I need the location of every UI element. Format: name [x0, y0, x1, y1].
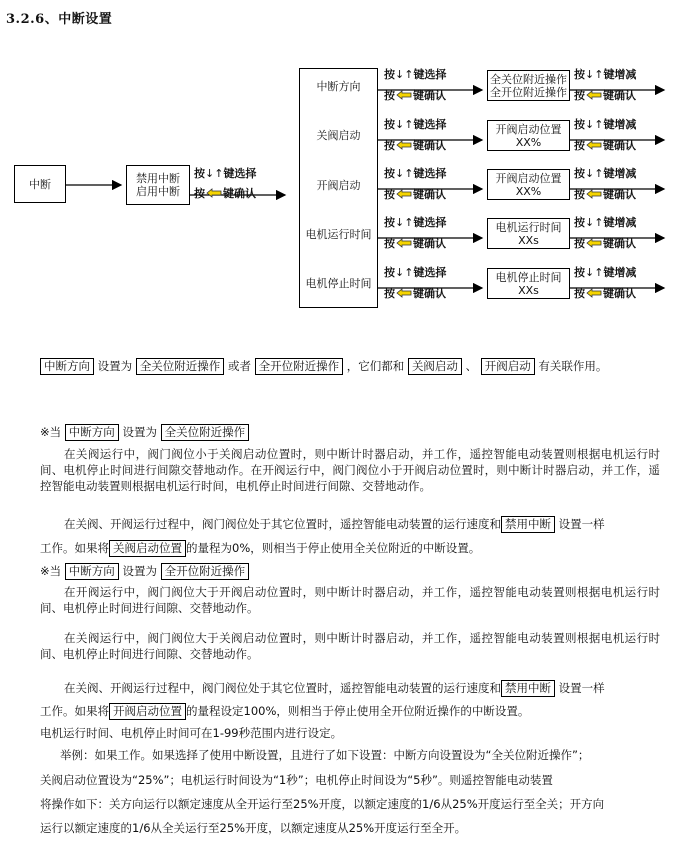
enable-confirm-hint: 按 键确认	[194, 187, 256, 200]
value-box[interactable]	[487, 169, 570, 200]
value-box[interactable]	[487, 70, 570, 101]
option-interrupt-direction[interactable]: 中断方向	[316, 80, 361, 93]
section1-heading: ※当 中断方向 设置为 全关位附近操作	[40, 424, 249, 441]
yellow-left-arrow-icon	[396, 238, 412, 248]
example-line3: 将操作如下：关方向运行以额定速度从全开运行至25%开度，以额定速度的1/6从25%开度运行至全关；开方向	[40, 797, 605, 811]
updown-arrow-icon: ↓↑	[585, 216, 604, 229]
value-confirm-hint: 按 键确认	[574, 188, 636, 201]
updown-arrow-icon: ↓↑	[395, 118, 414, 131]
enable-select-hint: 按↓↑键选择	[194, 167, 257, 180]
updown-arrow-icon: ↓↑	[205, 167, 224, 180]
value-box[interactable]	[487, 120, 570, 151]
option-confirm-hint: 按 键确认	[384, 139, 446, 152]
boxed-near-full-open: 全开位附近操作	[255, 358, 344, 375]
boxed-interrupt-direction: 中断方向	[40, 358, 94, 375]
time-range-note: 电机运行时间、电机停止时间可在1-99秒范围内进行设定。	[40, 726, 343, 740]
yellow-left-arrow-icon	[396, 140, 412, 150]
value-line-1: 全关位附近操作	[490, 72, 567, 86]
section2-para1: 在开阀运行中，阀门阀位大于开阀启动位置时，则中断计时器启动，并工作，遥控智能电动装置则根据电机运行时间、电机停止时间进行间隙、交替地动作。	[40, 585, 660, 615]
section2-para3-line2: 工作。如果将 开阀启动位置 的量程设定100%，则相当于停止使用全开位附近操作的中断设置。	[40, 704, 530, 718]
value-line-2: 全开位附近操作	[490, 85, 567, 99]
boxed-open-start: 开阀启动	[481, 358, 535, 375]
boxed-near-full-close: 全关位附近操作	[136, 358, 225, 375]
section-heading: 3.2.6、中断设置	[6, 12, 113, 27]
option-select-hint: 按↓↑键选择	[384, 68, 447, 81]
option-select-hint: 按↓↑键选择	[384, 216, 447, 229]
section2-para3-line1: 在关阀、开阀运行过程中，阀门阀位处于其它位置时，遥控智能电动装置的运行速度和 禁用中断 设置一样	[64, 681, 605, 695]
value-line-2: XX%	[515, 135, 542, 149]
updown-arrow-icon: ↓↑	[395, 167, 414, 180]
boxed-close-start: 关阀启动	[408, 358, 462, 375]
value-adjust-hint: 按↓↑键增减	[574, 216, 637, 229]
interrupt-root-label: 中断	[29, 177, 51, 191]
option-confirm-hint: 按 键确认	[384, 188, 446, 201]
value-line-1: 开阀启动位置	[495, 171, 562, 185]
updown-arrow-icon: ↓↑	[395, 216, 414, 229]
disable-interrupt-label: 禁用中断	[136, 172, 180, 185]
value-line-2: XXs	[518, 283, 539, 297]
value-line-2: XX%	[515, 184, 542, 198]
interrupt-root-box[interactable]	[14, 165, 66, 203]
section1-para2-line2: 工作。如果将 关阀启动位置 的量程为0%，则相当于停止使用全关位附近的中断设置。	[40, 541, 481, 555]
value-line-1: 开阀启动位置	[495, 122, 562, 136]
enable-interrupt-label: 启用中断	[136, 185, 180, 198]
yellow-left-arrow-icon	[586, 238, 602, 248]
option-confirm-hint: 按 键确认	[384, 287, 446, 300]
updown-arrow-icon: ↓↑	[585, 266, 604, 279]
option-open-start[interactable]: 开阀启动	[316, 179, 361, 192]
section1-para2-line1: 在关阀、开阀运行过程中，阀门阀位处于其它位置时，遥控智能电动装置的运行速度和 禁用中断 设置一样	[64, 517, 605, 531]
updown-arrow-icon: ↓↑	[585, 118, 604, 131]
value-line-1: 电机运行时间	[495, 220, 562, 234]
value-confirm-hint: 按 键确认	[574, 89, 636, 102]
option-select-hint: 按↓↑键选择	[384, 167, 447, 180]
option-close-start[interactable]: 关阀启动	[316, 129, 361, 142]
updown-arrow-icon: ↓↑	[585, 68, 604, 81]
option-select-hint: 按↓↑键选择	[384, 118, 447, 131]
value-confirm-hint: 按 键确认	[574, 287, 636, 300]
value-adjust-hint: 按↓↑键增减	[574, 167, 637, 180]
yellow-left-arrow-icon	[586, 288, 602, 298]
section2-heading: ※当 中断方向 设置为 全开位附近操作	[40, 563, 249, 580]
value-adjust-hint: 按↓↑键增减	[574, 68, 637, 81]
value-line-1: 电机停止时间	[495, 270, 562, 284]
option-motor-run-time[interactable]: 电机运行时间	[305, 228, 372, 241]
relation-line: 中断方向 设置为 全关位附近操作 或者 全开位附近操作 ，它们都和 关阀启动 、 开阀启动 有关联作用。	[40, 358, 607, 375]
value-line-2: XXs	[518, 233, 539, 247]
enable-mode-box[interactable]	[126, 165, 190, 205]
example-line2: 关阀启动位置设为“25%”；电机运行时间设为“1秒”；电机停止时间设为“5秒”。则遥控智能电动装置	[40, 773, 553, 787]
option-confirm-hint: 按 键确认	[384, 89, 446, 102]
option-motor-stop-time[interactable]: 电机停止时间	[305, 277, 372, 290]
yellow-left-arrow-icon	[396, 90, 412, 100]
yellow-left-arrow-icon	[206, 188, 222, 198]
option-select-hint: 按↓↑键选择	[384, 266, 447, 279]
option-confirm-hint: 按 键确认	[384, 237, 446, 250]
yellow-left-arrow-icon	[586, 90, 602, 100]
yellow-left-arrow-icon	[396, 288, 412, 298]
example-line4: 运行以额定速度的1/6从全关运行至25%开度，以额定速度从25%开度运行至全开。	[40, 821, 467, 835]
value-adjust-hint: 按↓↑键增减	[574, 118, 637, 131]
yellow-left-arrow-icon	[396, 189, 412, 199]
updown-arrow-icon: ↓↑	[585, 167, 604, 180]
yellow-left-arrow-icon	[586, 140, 602, 150]
value-box[interactable]	[487, 268, 570, 299]
section2-para2: 在关阀运行中，阀门阀位大于关阀启动位置时，则中断计时器启动，并工作，遥控智能电动装置则根据电机运行时间、电机停止时间进行间隙、交替地动作。	[40, 631, 660, 661]
value-adjust-hint: 按↓↑键增减	[574, 266, 637, 279]
example-line1: 举例：如果工作。如果选择了使用中断设置，且进行了如下设置：中断方向设置设为“全关位附近操作”；	[60, 748, 590, 762]
value-confirm-hint: 按 键确认	[574, 237, 636, 250]
section1-para1: 在关阀运行中，阀门阀位小于关阀启动位置时，则中断计时器启动，并工作，遥控智能电动装置则根据电机运行时间、电机停止时间进行间隙交替地动作。在开阀运行中，阀门阀位小于开阀启动位置时，则中断计时器启动，并工作，遥控智能电动装置则根据电机运行时间，电机停止时间进行间隙、交替地动作。	[40, 447, 660, 493]
value-confirm-hint: 按 键确认	[574, 139, 636, 152]
updown-arrow-icon: ↓↑	[395, 68, 414, 81]
yellow-left-arrow-icon	[586, 189, 602, 199]
value-box[interactable]	[487, 218, 570, 249]
updown-arrow-icon: ↓↑	[395, 266, 414, 279]
